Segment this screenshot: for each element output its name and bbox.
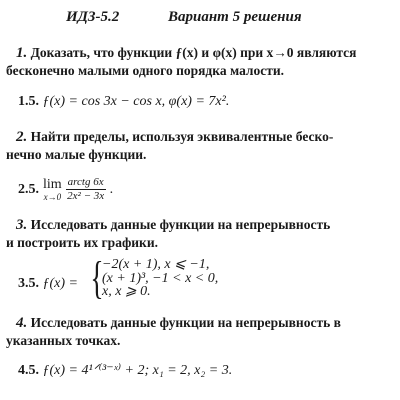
item-2-5-label: 2.5. — [18, 181, 39, 197]
item-4-5 — [18, 362, 232, 379]
task-2-number: 2. — [16, 129, 28, 145]
task-3-number: 3. — [16, 217, 28, 233]
task-4-number: 4. — [16, 315, 28, 331]
case-1: −2(x + 1), x ⩽ −1, — [102, 257, 210, 272]
assignment-code: ИДЗ-5.2 — [66, 9, 120, 25]
case-2: (x + 1)³, −1 < x < 0, — [102, 270, 219, 286]
item-3-5-label: 3.5. — [18, 276, 39, 291]
item-4-5-formula: ƒ(x) = 4¹ᐟ⁽³⁻ˣ⁾ + 2; x₁ = 2, x₂ = 3. — [42, 363, 233, 378]
item-4-5-label: 4.5. — [18, 363, 39, 378]
lim-subscript: x→0 — [43, 191, 62, 202]
task-1-text — [16, 44, 356, 62]
item-1-5-label: 1.5. — [18, 94, 39, 109]
limit-fraction — [66, 176, 106, 203]
variant-title: Вариант 5 решения — [168, 9, 302, 25]
task-1-line-2: бесконечно малыми одного порядка малости. — [6, 63, 285, 78]
task-4-text — [16, 314, 341, 332]
limit-operator — [43, 178, 62, 202]
task-2-text — [16, 128, 333, 146]
case-3: x, x ⩾ 0. — [102, 284, 151, 299]
item-2-5 — [18, 176, 113, 203]
item-2-5-tail: . — [109, 181, 114, 197]
task-1-line-1: Доказать, что функции ƒ(x) и φ(x) при x→0 являются — [30, 45, 357, 60]
task-4-line-1: Исследовать данные функции на непрерывность в — [30, 315, 341, 330]
item-1-5-formula: ƒ(x) = cos 3x − cos x, φ(x) = 7x². — [42, 94, 230, 109]
fraction-numerator: arctg 6x — [67, 176, 104, 188]
fraction-denominator: 2x² − 3x — [67, 190, 105, 202]
item-1-5 — [18, 94, 229, 110]
task-4-line-2: указанных точках. — [6, 333, 121, 348]
task-2-line-2: нечно малые функции. — [6, 147, 147, 162]
piecewise-brace: { — [90, 252, 104, 303]
task-3-line-1: Исследовать данные функции на непрерывность — [30, 217, 331, 232]
lim-word: lim — [43, 176, 62, 192]
piecewise-cases — [102, 258, 218, 299]
task-3-text — [16, 216, 330, 234]
item-3-5 — [18, 276, 78, 292]
item-3-5-lhs: ƒ(x) = — [42, 276, 78, 291]
task-3-line-2: и построить их графики. — [6, 235, 158, 250]
task-1-number: 1. — [16, 45, 28, 61]
task-2-line-1: Найти пределы, используя эквивалентные беско- — [30, 129, 334, 144]
